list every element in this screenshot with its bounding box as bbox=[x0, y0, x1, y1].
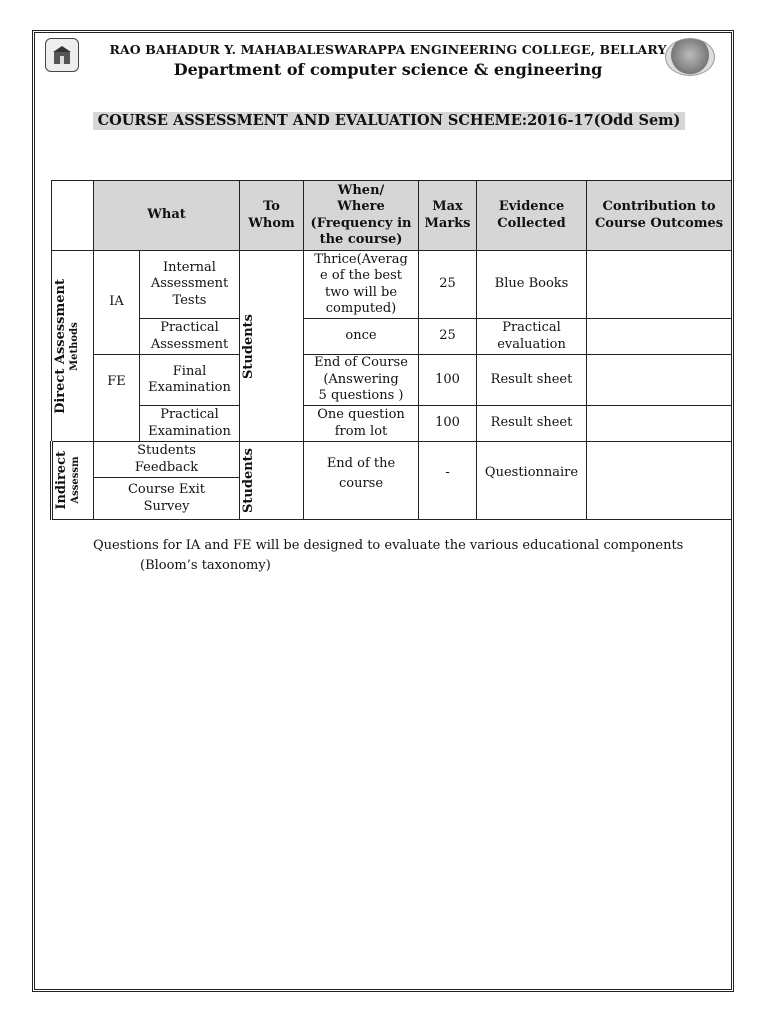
r1-when-line2: e of the best bbox=[320, 268, 402, 283]
direct-assessment-cell bbox=[52, 251, 94, 442]
r3-what-line2: Examination bbox=[148, 380, 231, 395]
r3-when-cell bbox=[304, 355, 419, 406]
r1-what-line3: Tests bbox=[172, 292, 207, 308]
header-when-line3: (Frequency in bbox=[310, 215, 412, 231]
indirect-assessment-label bbox=[55, 451, 83, 510]
students-indirect-cell bbox=[240, 442, 304, 520]
assessment-table bbox=[50, 180, 732, 520]
r2-what-line1: Practical bbox=[160, 320, 219, 335]
r2-when-cell: once bbox=[304, 319, 419, 355]
header-contribution bbox=[587, 181, 732, 251]
r1-when-line3: two will be bbox=[324, 284, 398, 300]
r2-evidence-line2: evaluation bbox=[497, 336, 566, 352]
header-to-whom-line2: Whom bbox=[248, 215, 295, 231]
emblem-icon bbox=[51, 44, 73, 66]
r4-what-line2: Examination bbox=[148, 423, 231, 439]
r5-max-cell bbox=[419, 442, 477, 520]
header-max-marks bbox=[419, 181, 477, 251]
r5-what-line1: Students bbox=[137, 443, 196, 458]
department-name: Department of computer science & engineering bbox=[173, 60, 603, 79]
final-examination-cell bbox=[140, 355, 240, 406]
r2-evidence-cell bbox=[477, 319, 587, 355]
header-evidence-line1: Evidence bbox=[498, 199, 565, 214]
r3-contribution-cell bbox=[587, 355, 732, 406]
assessment-note bbox=[93, 536, 693, 576]
direct-label-text: Direct Assessment bbox=[53, 278, 68, 414]
r1-what-line2: Assessment bbox=[150, 276, 229, 292]
header-evidence bbox=[477, 181, 587, 251]
header-contrib-line1: Contribution to bbox=[602, 199, 716, 214]
r5-when-cell bbox=[304, 442, 419, 520]
fe-cell bbox=[94, 355, 140, 442]
table-row bbox=[52, 355, 732, 406]
r5-what-line2: Feedback bbox=[134, 459, 199, 475]
table-row bbox=[52, 251, 732, 319]
note-line1: Questions for IA and FE will be designed to evaluate the various educational components bbox=[93, 538, 684, 553]
r4-when-cell bbox=[304, 406, 419, 442]
internal-assessment-cell bbox=[140, 251, 240, 319]
header-row bbox=[52, 181, 732, 251]
course-exit-survey-cell bbox=[94, 478, 240, 520]
header-to-whom-line1: To bbox=[263, 199, 280, 214]
note-line2: (Bloom’s taxonomy) bbox=[140, 558, 271, 573]
r1-evidence-cell: Blue Books bbox=[477, 251, 587, 319]
fe-label: FE bbox=[107, 374, 126, 389]
r4-when-line2: from lot bbox=[334, 423, 388, 439]
r6-what-line1: Course Exit bbox=[127, 482, 206, 497]
r4-what-line1: Practical bbox=[160, 407, 219, 422]
r1-max-cell: 25 bbox=[419, 251, 477, 319]
r1-when-line4: computed) bbox=[325, 301, 397, 316]
header-when-line1: When/ bbox=[337, 182, 385, 198]
header-to-whom bbox=[240, 181, 304, 251]
students-feedback-cell bbox=[94, 442, 240, 478]
r4-evidence-cell: Result sheet bbox=[477, 406, 587, 442]
header-corner-cell bbox=[52, 181, 94, 251]
header-when-line4: the course) bbox=[319, 232, 403, 247]
r5-when-line1: End of the bbox=[326, 455, 396, 471]
direct-assessment-label bbox=[54, 279, 82, 414]
r5-contribution-cell bbox=[587, 442, 732, 520]
header-max-line1: Max bbox=[432, 199, 463, 214]
r2-evidence-line1: Practical bbox=[502, 320, 561, 335]
table-row bbox=[52, 442, 732, 478]
table-row bbox=[52, 319, 732, 355]
header-max-line2: Marks bbox=[424, 215, 471, 231]
r1-what-line1: Internal bbox=[163, 259, 216, 275]
indirect-label-text: Indirect bbox=[54, 451, 69, 510]
r1-contribution-cell bbox=[587, 251, 732, 319]
r3-what-line1: Final bbox=[172, 363, 207, 379]
r2-contribution-cell bbox=[587, 319, 732, 355]
r5-max-value: - bbox=[445, 465, 450, 481]
r5-when-line2: course bbox=[338, 475, 384, 491]
students-direct-label: Students bbox=[241, 313, 257, 379]
header-when-where bbox=[304, 181, 419, 251]
indirect-assessment-cell bbox=[52, 442, 94, 520]
indirect-sub-text: Assessm bbox=[70, 456, 81, 505]
r3-when-line1: End of Course bbox=[314, 355, 408, 371]
header-contrib-line2: Course Outcomes bbox=[594, 215, 724, 231]
r1-when-cell bbox=[304, 251, 419, 319]
r4-when-line1: One question bbox=[317, 407, 405, 422]
r3-evidence-cell: Result sheet bbox=[477, 355, 587, 406]
header-when-line2: Where bbox=[337, 199, 385, 214]
r1-when-line1: Thrice(Averag bbox=[314, 251, 408, 267]
table-row bbox=[52, 406, 732, 442]
r6-what-line2: Survey bbox=[143, 498, 190, 514]
students-direct-cell bbox=[240, 251, 304, 442]
practical-examination-cell bbox=[140, 406, 240, 442]
ia-cell: IA bbox=[94, 251, 140, 355]
r3-max-cell: 100 bbox=[419, 355, 477, 406]
r2-max-cell: 25 bbox=[419, 319, 477, 355]
header-what: What bbox=[94, 181, 240, 251]
r4-max-cell: 100 bbox=[419, 406, 477, 442]
header-evidence-line2: Collected bbox=[497, 215, 566, 231]
r5-evidence-cell bbox=[477, 442, 587, 520]
r3-when-line2: (Answering bbox=[323, 371, 399, 387]
practical-assessment-cell bbox=[140, 319, 240, 355]
college-name: RAO BAHADUR Y. MAHABALESWARAPPA ENGINEERING COLLEGE, BELLARY bbox=[109, 42, 667, 57]
r4-contribution-cell bbox=[587, 406, 732, 442]
students-indirect-label: Students bbox=[241, 448, 257, 513]
direct-sub-text: Methods bbox=[69, 321, 80, 371]
college-logo-icon bbox=[45, 38, 79, 72]
r3-when-line3: 5 questions ) bbox=[318, 388, 404, 404]
r2-what-line2: Assessment bbox=[150, 336, 229, 352]
scheme-title: COURSE ASSESSMENT AND EVALUATION SCHEME:2016-17(Odd Sem) bbox=[93, 112, 685, 130]
r5-evidence-value: Questionnaire bbox=[484, 465, 579, 481]
